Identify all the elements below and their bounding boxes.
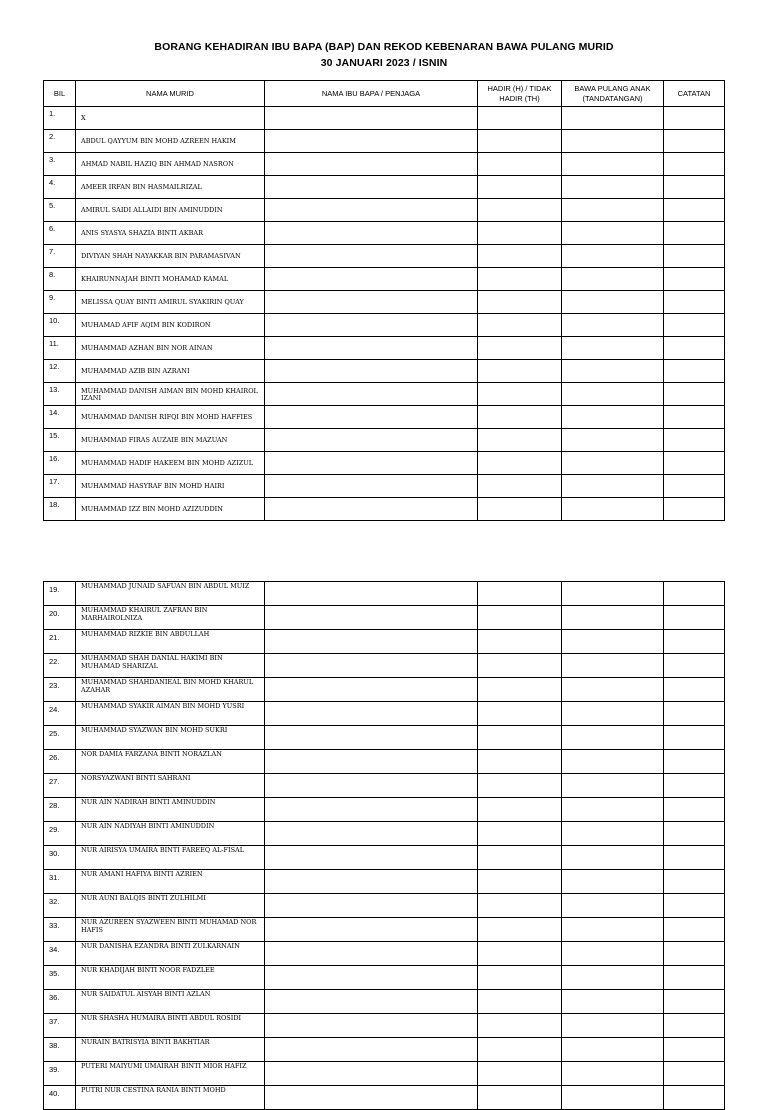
notes-cell[interactable] (664, 822, 725, 846)
attendance-cell[interactable] (478, 894, 562, 918)
student-name: MUHAMMAD KHAIRUL ZAFRAN BIN MARHAIROLNIZA (76, 606, 265, 630)
notes-cell[interactable] (664, 429, 725, 452)
student-name: X (76, 107, 265, 130)
signature-cell[interactable] (562, 222, 664, 245)
row-number: 36. (44, 990, 76, 1014)
table-row (44, 606, 725, 630)
parent-name-cell[interactable] (265, 199, 478, 222)
table-row (44, 360, 725, 383)
attendance-cell[interactable] (478, 222, 562, 245)
parent-name-cell[interactable] (265, 153, 478, 176)
row-number: 15. (44, 429, 76, 452)
student-name: MUHAMMAD SHAH DANIAL HAKIMI BIN MUHAMAD SHARIZAL (76, 654, 265, 678)
signature-cell[interactable] (562, 291, 664, 314)
row-number: 22. (44, 654, 76, 678)
parent-name-cell[interactable] (265, 314, 478, 337)
table-row (44, 582, 725, 606)
table-row (44, 314, 725, 337)
col-bil-header: BIL (44, 81, 76, 107)
signature-cell[interactable] (562, 1062, 664, 1086)
table-row (44, 774, 725, 798)
row-number: 40. (44, 1086, 76, 1110)
row-number: 21. (44, 630, 76, 654)
student-name: NUR AMANI HAFIYA BINTI AZRIEN (76, 870, 265, 894)
student-name: NUR AIN NADIYAH BINTI AMINUDDIN (76, 822, 265, 846)
table-row (44, 130, 725, 153)
notes-cell[interactable] (664, 107, 725, 130)
attendance-cell[interactable] (478, 990, 562, 1014)
parent-name-cell[interactable] (265, 750, 478, 774)
table-row (44, 475, 725, 498)
attendance-table-2 (43, 581, 725, 1110)
notes-cell[interactable] (664, 291, 725, 314)
signature-cell[interactable] (562, 452, 664, 475)
attendance-cell[interactable] (478, 475, 562, 498)
notes-cell[interactable] (664, 475, 725, 498)
signature-cell[interactable] (562, 654, 664, 678)
parent-name-cell[interactable] (265, 1014, 478, 1038)
student-name: MUHAMMAD AZIB BIN AZRANI (76, 360, 265, 383)
notes-cell[interactable] (664, 846, 725, 870)
student-name: MUHAMMAD AZHAN BIN NOR AINAN (76, 337, 265, 360)
form-date: 30 JANUARI 2023 / ISNIN (320, 57, 448, 69)
row-number: 35. (44, 966, 76, 990)
table-row (44, 337, 725, 360)
attendance-cell[interactable] (478, 130, 562, 153)
table-row (44, 750, 725, 774)
table-row (44, 1086, 725, 1110)
attendance-cell[interactable] (478, 1062, 562, 1086)
row-number: 7. (44, 245, 76, 268)
signature-cell[interactable] (562, 702, 664, 726)
notes-cell[interactable] (664, 990, 725, 1014)
attendance-cell[interactable] (478, 822, 562, 846)
parent-name-cell[interactable] (265, 870, 478, 894)
student-name: PUTRI NUR CESTINA RANIA BINTI MOHD (76, 1086, 265, 1110)
attendance-cell[interactable] (478, 383, 562, 406)
signature-cell[interactable] (562, 176, 664, 199)
notes-cell[interactable] (664, 678, 725, 702)
attendance-cell[interactable] (478, 774, 562, 798)
notes-cell[interactable] (664, 750, 725, 774)
student-name: MUHAMMAD DANISH RIFQI BIN MOHD HAFFIES (76, 406, 265, 429)
notes-cell[interactable] (664, 966, 725, 990)
row-number: 17. (44, 475, 76, 498)
attendance-cell[interactable] (478, 846, 562, 870)
attendance-cell[interactable] (478, 406, 562, 429)
student-name: MUHAMMAD IZZ BIN MOHD AZIZUDDIN (76, 498, 265, 521)
signature-cell[interactable] (562, 1014, 664, 1038)
table-row (44, 383, 725, 406)
row-number: 30. (44, 846, 76, 870)
parent-name-cell[interactable] (265, 130, 478, 153)
notes-cell[interactable] (664, 337, 725, 360)
student-name: NUR AUNI BALQIS BINTI ZULHILMI (76, 894, 265, 918)
row-number: 33. (44, 918, 76, 942)
notes-cell[interactable] (664, 630, 725, 654)
parent-name-cell[interactable] (265, 630, 478, 654)
signature-cell[interactable] (562, 630, 664, 654)
row-number: 11. (44, 337, 76, 360)
attendance-cell[interactable] (478, 1086, 562, 1110)
table-row (44, 245, 725, 268)
attendance-cell[interactable] (478, 630, 562, 654)
attendance-cell[interactable] (478, 1038, 562, 1062)
signature-cell[interactable] (562, 774, 664, 798)
student-name: NURAIN BATRISYIA BINTI BAKHTIAR (76, 1038, 265, 1062)
signature-cell[interactable] (562, 406, 664, 429)
signature-cell[interactable] (562, 846, 664, 870)
parent-name-cell[interactable] (265, 245, 478, 268)
parent-name-cell[interactable] (265, 1062, 478, 1086)
notes-cell[interactable] (664, 894, 725, 918)
row-number: 27. (44, 774, 76, 798)
signature-cell[interactable] (562, 798, 664, 822)
table-row (44, 429, 725, 452)
parent-name-cell[interactable] (265, 383, 478, 406)
row-number: 38. (44, 1038, 76, 1062)
notes-cell[interactable] (664, 222, 725, 245)
parent-name-cell[interactable] (265, 222, 478, 245)
student-name: ABDUL QAYYUM BIN MOHD AZREEN HAKIM (76, 130, 265, 153)
parent-name-cell[interactable] (265, 990, 478, 1014)
table-row (44, 291, 725, 314)
row-number: 3. (44, 153, 76, 176)
signature-cell[interactable] (562, 750, 664, 774)
table-row (44, 268, 725, 291)
notes-cell[interactable] (664, 130, 725, 153)
attendance-cell[interactable] (478, 678, 562, 702)
signature-cell[interactable] (562, 678, 664, 702)
row-number: 16. (44, 452, 76, 475)
signature-cell[interactable] (562, 498, 664, 521)
col-nama-ibu-bapa-header: NAMA IBU BAPA / PENJAGA (265, 81, 478, 107)
attendance-cell[interactable] (478, 966, 562, 990)
parent-name-cell[interactable] (265, 822, 478, 846)
signature-cell[interactable] (562, 314, 664, 337)
notes-cell[interactable] (664, 383, 725, 406)
attendance-cell[interactable] (478, 199, 562, 222)
row-number: 19. (44, 582, 76, 606)
row-number: 25. (44, 726, 76, 750)
student-name: NUR SHASHA HUMAIRA BINTI ABDUL ROSIDI (76, 1014, 265, 1038)
parent-name-cell[interactable] (265, 176, 478, 199)
student-name: NUR AZUREEN SYAZWEEN BINTI MUHAMAD NOR HAFIS (76, 918, 265, 942)
signature-cell[interactable] (562, 726, 664, 750)
student-name: DIVIYAN SHAH NAYAKKAR BIN PARAMASIVAN (76, 245, 265, 268)
parent-name-cell[interactable] (265, 726, 478, 750)
student-name: MUHAMMAD HASYRAF BIN MOHD HAIRI (76, 475, 265, 498)
table-row (44, 822, 725, 846)
parent-name-cell[interactable] (265, 966, 478, 990)
attendance-cell[interactable] (478, 314, 562, 337)
parent-name-cell[interactable] (265, 678, 478, 702)
table-row (44, 846, 725, 870)
notes-cell[interactable] (664, 268, 725, 291)
student-name: ANIS SYASYA SHAZIA BINTI AKBAR (76, 222, 265, 245)
attendance-cell[interactable] (478, 429, 562, 452)
notes-cell[interactable] (664, 942, 725, 966)
notes-cell[interactable] (664, 498, 725, 521)
table-row (44, 990, 725, 1014)
attendance-cell[interactable] (478, 1014, 562, 1038)
table-row (44, 654, 725, 678)
table-row (44, 894, 725, 918)
student-name: MUHAMAD AFIF AQIM BIN KODIRON (76, 314, 265, 337)
notes-cell[interactable] (664, 654, 725, 678)
attendance-cell[interactable] (478, 702, 562, 726)
parent-name-cell[interactable] (265, 1086, 478, 1110)
attendance-cell[interactable] (478, 942, 562, 966)
notes-cell[interactable] (664, 582, 725, 606)
parent-name-cell[interactable] (265, 291, 478, 314)
student-name: MUHAMMAD HADIF HAKEEM BIN MOHD AZIZUL (76, 452, 265, 475)
parent-name-cell[interactable] (265, 475, 478, 498)
notes-cell[interactable] (664, 870, 725, 894)
table-row (44, 1038, 725, 1062)
table-row (44, 678, 725, 702)
attendance-cell[interactable] (478, 726, 562, 750)
table-row (44, 153, 725, 176)
attendance-cell[interactable] (478, 918, 562, 942)
signature-cell[interactable] (562, 153, 664, 176)
signature-cell[interactable] (562, 870, 664, 894)
parent-name-cell[interactable] (265, 1038, 478, 1062)
table-row (44, 498, 725, 521)
signature-cell[interactable] (562, 360, 664, 383)
row-number: 24. (44, 702, 76, 726)
row-number: 34. (44, 942, 76, 966)
table-row (44, 406, 725, 429)
notes-cell[interactable] (664, 199, 725, 222)
table-row (44, 870, 725, 894)
parent-name-cell[interactable] (265, 337, 478, 360)
table-row (44, 1014, 725, 1038)
notes-cell[interactable] (664, 406, 725, 429)
table-header-row (44, 81, 725, 107)
table-row (44, 107, 725, 130)
signature-cell[interactable] (562, 1038, 664, 1062)
attendance-cell[interactable] (478, 798, 562, 822)
student-name: MUHAMMAD RIZKIE BIN ABDULLAH (76, 630, 265, 654)
table-row (44, 918, 725, 942)
student-name: MUHAMMAD FIRAS AUZAIE BIN MAZUAN (76, 429, 265, 452)
attendance-cell[interactable] (478, 750, 562, 774)
parent-name-cell[interactable] (265, 774, 478, 798)
table-row (44, 702, 725, 726)
parent-name-cell[interactable] (265, 654, 478, 678)
signature-cell[interactable] (562, 107, 664, 130)
notes-cell[interactable] (664, 360, 725, 383)
notes-cell[interactable] (664, 314, 725, 337)
signature-cell[interactable] (562, 918, 664, 942)
col-nama-murid-header: NAMA MURID (76, 81, 265, 107)
table-row (44, 222, 725, 245)
signature-cell[interactable] (562, 199, 664, 222)
col-hadir-header: HADIR (H) / TIDAK HADIR (TH) (478, 81, 562, 107)
notes-cell[interactable] (664, 774, 725, 798)
student-name: MUHAMMAD SYAKIR AIMAN BIN MOHD YUSRI (76, 702, 265, 726)
row-number: 26. (44, 750, 76, 774)
signature-cell[interactable] (562, 582, 664, 606)
parent-name-cell[interactable] (265, 798, 478, 822)
row-number: 31. (44, 870, 76, 894)
attendance-cell[interactable] (478, 245, 562, 268)
attendance-cell[interactable] (478, 107, 562, 130)
parent-name-cell[interactable] (265, 606, 478, 630)
row-number: 12. (44, 360, 76, 383)
signature-cell[interactable] (562, 1086, 664, 1110)
student-name: NUR AIRISYA UMAIRA BINTI FAREEQ AL-FISAL (76, 846, 265, 870)
row-number: 2. (44, 130, 76, 153)
signature-cell[interactable] (562, 966, 664, 990)
parent-name-cell[interactable] (265, 107, 478, 130)
notes-cell[interactable] (664, 798, 725, 822)
notes-cell[interactable] (664, 153, 725, 176)
parent-name-cell[interactable] (265, 429, 478, 452)
table-row (44, 1062, 725, 1086)
table-row (44, 966, 725, 990)
row-number: 6. (44, 222, 76, 245)
col-bawa-pulang-header: BAWA PULANG ANAK (TANDATANGAN) (562, 81, 664, 107)
student-name: NUR SAIDATUL AISYAH BINTI AZLAN (76, 990, 265, 1014)
table-row (44, 798, 725, 822)
notes-cell[interactable] (664, 726, 725, 750)
notes-cell[interactable] (664, 1086, 725, 1110)
parent-name-cell[interactable] (265, 918, 478, 942)
signature-cell[interactable] (562, 383, 664, 406)
notes-cell[interactable] (664, 1014, 725, 1038)
student-name: NOR DAMIA FARZANA BINTI NORAZLAN (76, 750, 265, 774)
student-name: AMEER IRFAN BIN HASMAILRIZAL (76, 176, 265, 199)
row-number: 14. (44, 406, 76, 429)
parent-name-cell[interactable] (265, 268, 478, 291)
row-number: 28. (44, 798, 76, 822)
notes-cell[interactable] (664, 918, 725, 942)
notes-cell[interactable] (664, 702, 725, 726)
parent-name-cell[interactable] (265, 582, 478, 606)
parent-name-cell[interactable] (265, 702, 478, 726)
signature-cell[interactable] (562, 822, 664, 846)
student-name: MELISSA QUAY BINTI AMIRUL SYAKIRIN QUAY (76, 291, 265, 314)
attendance-cell[interactable] (478, 498, 562, 521)
row-number: 9. (44, 291, 76, 314)
parent-name-cell[interactable] (265, 894, 478, 918)
student-name: MUHAMMAD SHAHDANIEAL BIN MOHD KHARUL AZAHAR (76, 678, 265, 702)
attendance-cell[interactable] (478, 452, 562, 475)
attendance-cell[interactable] (478, 870, 562, 894)
notes-cell[interactable] (664, 245, 725, 268)
row-number: 37. (44, 1014, 76, 1038)
signature-cell[interactable] (562, 130, 664, 153)
attendance-cell[interactable] (478, 337, 562, 360)
form-title: BORANG KEHADIRAN IBU BAPA (BAP) DAN REKOD KEBENARAN BAWA PULANG MURID (154, 41, 614, 53)
table-row (44, 726, 725, 750)
signature-cell[interactable] (562, 337, 664, 360)
parent-name-cell[interactable] (265, 452, 478, 475)
row-number: 32. (44, 894, 76, 918)
attendance-cell[interactable] (478, 153, 562, 176)
student-name: KHAIRUNNAJAH BINTI MOHAMAD KAMAL (76, 268, 265, 291)
parent-name-cell[interactable] (265, 360, 478, 383)
attendance-cell[interactable] (478, 654, 562, 678)
col-catatan-header: CATATAN (664, 81, 725, 107)
student-name: NUR DANISHA EZANDRA BINTI ZULKARNAIN (76, 942, 265, 966)
signature-cell[interactable] (562, 245, 664, 268)
student-name: NUR KHADIJAH BINTI NOOR FADZLEE (76, 966, 265, 990)
student-name: MUHAMMAD SYAZWAN BIN MOHD SUKRI (76, 726, 265, 750)
attendance-cell[interactable] (478, 606, 562, 630)
row-number: 10. (44, 314, 76, 337)
row-number: 8. (44, 268, 76, 291)
parent-name-cell[interactable] (265, 498, 478, 521)
row-number: 5. (44, 199, 76, 222)
attendance-cell[interactable] (478, 360, 562, 383)
parent-name-cell[interactable] (265, 942, 478, 966)
signature-cell[interactable] (562, 268, 664, 291)
notes-cell[interactable] (664, 452, 725, 475)
notes-cell[interactable] (664, 606, 725, 630)
row-number: 18. (44, 498, 76, 521)
attendance-table-1 (43, 80, 725, 521)
signature-cell[interactable] (562, 942, 664, 966)
row-number: 4. (44, 176, 76, 199)
signature-cell[interactable] (562, 429, 664, 452)
row-number: 20. (44, 606, 76, 630)
notes-cell[interactable] (664, 176, 725, 199)
row-number: 29. (44, 822, 76, 846)
student-name: NUR AIN NADIRAH BINTI AMINUDDIN (76, 798, 265, 822)
signature-cell[interactable] (562, 606, 664, 630)
student-name: AMIRUL SAIDI ALLAIDI BIN AMINUDDIN (76, 199, 265, 222)
row-number: 1. (44, 107, 76, 130)
table-row (44, 452, 725, 475)
attendance-cell[interactable] (478, 582, 562, 606)
signature-cell[interactable] (562, 990, 664, 1014)
student-name: MUHAMMAD JUNAID SAFUAN BIN ABDUL MUIZ (76, 582, 265, 606)
notes-cell[interactable] (664, 1062, 725, 1086)
table-row (44, 942, 725, 966)
signature-cell[interactable] (562, 475, 664, 498)
parent-name-cell[interactable] (265, 846, 478, 870)
attendance-cell[interactable] (478, 268, 562, 291)
student-name: AHMAD NABIL HAZIQ BIN AHMAD NASRON (76, 153, 265, 176)
attendance-cell[interactable] (478, 291, 562, 314)
row-number: 23. (44, 678, 76, 702)
student-name: PUTERI MAIYUMI UMAIRAH BINTI MIOR HAFIZ (76, 1062, 265, 1086)
row-number: 13. (44, 383, 76, 406)
signature-cell[interactable] (562, 894, 664, 918)
table-row (44, 199, 725, 222)
parent-name-cell[interactable] (265, 406, 478, 429)
student-name: MUHAMMAD DANISH AIMAN BIN MOHD KHAIROL IZANI (76, 383, 265, 406)
student-name: NORSYAZWANI BINTI SAHRANI (76, 774, 265, 798)
attendance-cell[interactable] (478, 176, 562, 199)
notes-cell[interactable] (664, 1038, 725, 1062)
table-row (44, 630, 725, 654)
table-row (44, 176, 725, 199)
row-number: 39. (44, 1062, 76, 1086)
